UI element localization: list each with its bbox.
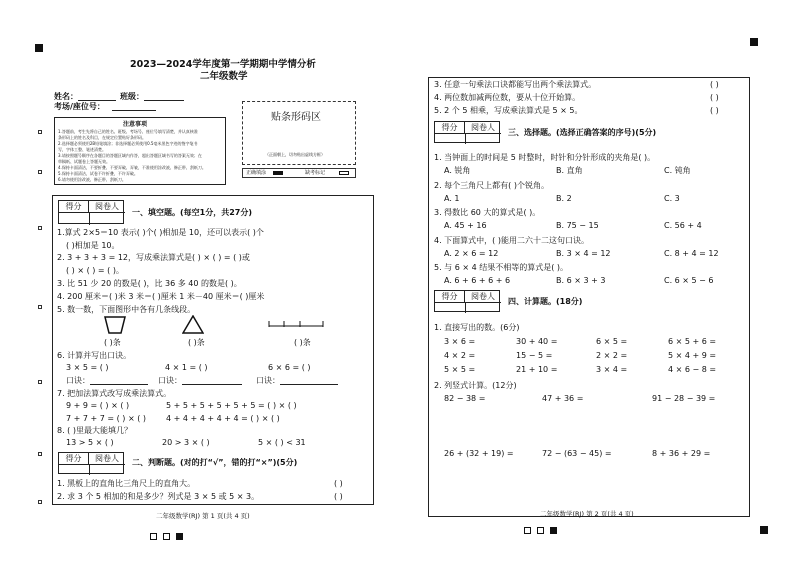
choice-3-option-b[interactable]: B. 75 − 15 (556, 221, 599, 230)
calc-item: 5 × 5 = (444, 365, 476, 374)
page-mark (537, 527, 544, 534)
calc-item: 6 × 5 + 6 = (668, 337, 717, 346)
score-label: 得分 (435, 122, 465, 134)
grader-label: 阅卷人 (465, 122, 501, 134)
choice-1-option-c[interactable]: C. 钝角 (664, 166, 691, 175)
section-4-title: 四、计算题。(18分) (508, 297, 583, 306)
page-mark (524, 527, 531, 534)
section-1-title: 一、填空题。(每空1分，共27分) (132, 208, 253, 217)
choice-5-option-c[interactable]: C. 6 × 5 − 6 (664, 276, 714, 285)
page-mark (163, 533, 170, 540)
calc-item: 21 + 10 = (516, 365, 558, 374)
question-2-line-2: ( ) × ( ) = ( )。 (66, 266, 124, 275)
room-label: 考场/座位号： (54, 102, 105, 111)
alignment-mark-top-right (750, 38, 758, 46)
q6-mnemonic-3: 口诀： (256, 376, 280, 385)
edge-marker (38, 226, 42, 230)
vertical-calc-item: 72 − (63 − 45) = (542, 449, 612, 458)
page-mark (150, 533, 157, 540)
calc-item: 3 × 4 = (596, 365, 628, 374)
judge-3-answer[interactable]: ( ) (710, 80, 719, 89)
page-mark (176, 533, 183, 540)
fill-legend (242, 168, 356, 178)
score-box (58, 452, 124, 474)
calc-item: 4 × 6 − 8 = (668, 365, 717, 374)
choice-5-option-a[interactable]: A. 6 + 6 + 6 + 6 (444, 276, 511, 285)
q5-answer-3: ( )条 (294, 338, 311, 347)
edge-marker (38, 500, 42, 504)
choice-4-option-a[interactable]: A. 2 × 6 = 12 (444, 249, 499, 258)
q7-row2-right: 4 + 4 + 4 + 4 + 4 = ( ) × ( ) (166, 414, 280, 423)
question-1-line-1: 1.算式 2×5＝10 表示( )个( )相加是 10，还可以表示( )个 (57, 228, 264, 237)
choice-3: 3. 得数比 60 大的算式是( )。 (434, 208, 541, 217)
name-field[interactable] (78, 100, 116, 101)
barcode-note: （正面朝上，切勿贴出虚线方框） (265, 152, 325, 157)
name-label: 姓名： (54, 92, 78, 101)
score-label: 得分 (59, 453, 89, 465)
room-field[interactable] (112, 110, 156, 111)
segment-line-figure (268, 318, 324, 328)
notes-box (54, 117, 226, 185)
exam-title: 2023—2024学年度第一学期期中学情分析 (130, 59, 316, 70)
section-2-title: 二、判断题。(对的打“√”，错的打“×”)(5分) (132, 458, 298, 467)
grader-label: 阅卷人 (465, 291, 501, 303)
q6-mnemonic-2: 口诀： (158, 376, 182, 385)
edge-marker (38, 130, 42, 134)
page-mark (550, 527, 557, 534)
missing-mark-box[interactable] (339, 171, 349, 175)
correct-fill-label: 正确填涂 (246, 170, 267, 176)
judge-5-answer[interactable]: ( ) (710, 106, 719, 115)
vertical-calc-item: 26 + (32 + 19) = (444, 449, 514, 458)
notes-line: 草稿纸、试题卷上答题无效。 (58, 159, 110, 164)
q6-expr-1: 3 × 5 = ( ) (66, 363, 109, 372)
triangle-figure (182, 315, 204, 334)
trapezoid-figure (104, 316, 126, 334)
choice-2-option-c[interactable]: C. 3 (664, 194, 680, 203)
notes-line: 条形码上的姓名及科目，在规定位置贴好条形码。 (58, 135, 146, 140)
choice-2: 2. 每个三角尺上都有( )个锐角。 (434, 181, 549, 190)
edge-marker (38, 380, 42, 384)
judge-1-answer[interactable]: ( ) (334, 479, 343, 488)
edge-marker (38, 452, 42, 456)
q5-answer-1: ( )条 (104, 338, 121, 347)
calc-item: 3 × 6 = (444, 337, 476, 346)
calc-1-title: 1. 直接写出的数。(6分) (434, 323, 520, 332)
left-page-footer: 二年级数学(RJ) 第 1 页(共 4 页) (156, 512, 250, 520)
score-box (58, 200, 124, 224)
q6-expr-2: 4 × 1 = ( ) (165, 363, 208, 372)
choice-1-option-a[interactable]: A. 锐角 (444, 166, 471, 175)
choice-3-option-c[interactable]: C. 56 + 4 (664, 221, 702, 230)
calc-item: 2 × 2 = (596, 351, 628, 360)
missing-mark-label: 缺考标记 (305, 170, 326, 176)
q6-mnemonic-3-field[interactable] (280, 384, 338, 385)
grader-label: 阅卷人 (89, 453, 125, 465)
judge-1: 1. 黑板上的直角比三角尺上的直角大。 (57, 479, 196, 488)
class-label: 班级： (120, 92, 144, 101)
choice-2-option-b[interactable]: B. 2 (556, 194, 572, 203)
exam-subtitle: 二年级数学 (200, 71, 248, 82)
correct-fill-sample (273, 171, 283, 175)
section-3-title: 三、选择题。(选择正确答案的序号)(5分) (508, 128, 657, 137)
question-6: 6. 计算并写出口诀。 (57, 351, 132, 360)
notes-line: 2.选择题必须使用2B铅笔填涂；非选择题必须使用0.5毫米黑色字迹的签字笔书 (58, 141, 198, 146)
barcode-area (242, 101, 356, 165)
calc-item: 15 − 5 = (516, 351, 553, 360)
choice-1: 1. 当钟面上的时间是 5 时整时，时针和分针形成的夹角是( )。 (434, 153, 656, 162)
notes-line: 6.请勿使用涂改液、修正带、刮纸刀。 (58, 177, 126, 182)
q8-expr-1: 13 > 5 × ( ) (66, 438, 114, 447)
q5-answer-2: ( )条 (188, 338, 205, 347)
score-divider (465, 303, 466, 313)
alignment-mark-bottom-right (760, 526, 768, 534)
calc-item: 5 × 4 + 9 = (668, 351, 717, 360)
q8-expr-2: 20 > 3 × ( ) (162, 438, 210, 447)
q6-mnemonic-1-field[interactable] (90, 384, 148, 385)
notes-line: 1.答题前，考生先将自己的姓名、班级、考场号、座位号填写清楚，并认真核准 (58, 129, 198, 134)
notes-line: 3.请按照题号顺序在各题目的答题区域内作答，超出答题区域书写的答案无效；在 (58, 153, 202, 158)
judge-4-answer[interactable]: ( ) (710, 93, 719, 102)
judge-3: 3. 任意一句乘法口诀都能写出两个乘法算式。 (434, 80, 597, 89)
question-5: 5. 数一数，下面图形中各有几条线段。 (57, 305, 196, 314)
judge-2: 2. 求 3 个 5 相加的和是多少？列式是 3 × 5 或 5 × 3。 (57, 492, 260, 501)
q7-row1-right: 5 + 5 + 5 + 5 + 5 + 5 = ( ) × ( ) (166, 401, 297, 410)
barcode-label: 贴条形码区 (271, 112, 321, 123)
question-2-line-1: 2. 3 + 3 + 3 = 12，写成乘法算式是( ) × ( ) = ( )或 (57, 253, 250, 262)
vertical-calc-item: 82 − 38 = (444, 394, 486, 403)
choice-2-option-a[interactable]: A. 1 (444, 194, 460, 203)
judge-4: 4. 两位数加减两位数，要从十位开始算。 (434, 93, 581, 102)
score-label: 得分 (59, 201, 89, 213)
notes-line: 5.保持卡面清洁，试卷不许折叠，不许弄破。 (58, 171, 138, 176)
vertical-calc-item: 8 + 36 + 29 = (652, 449, 711, 458)
question-8: 8. ( )里最大能填几？ (57, 426, 132, 435)
right-page-footer: 二年级数学(RJ) 第 2 页(共 4 页) (540, 510, 634, 518)
score-divider (89, 213, 90, 225)
edge-marker (38, 170, 42, 174)
score-label: 得分 (435, 291, 465, 303)
calc-item: 4 × 2 = (444, 351, 476, 360)
edge-marker (38, 305, 42, 309)
grader-label: 阅卷人 (89, 201, 125, 213)
score-box (434, 290, 500, 312)
question-1-line-2: ( )相加是 10。 (66, 241, 120, 250)
q6-mnemonic-2-field[interactable] (182, 384, 242, 385)
q6-mnemonic-1: 口诀： (66, 376, 90, 385)
q8-expr-3: 5 × ( ) < 31 (258, 438, 306, 447)
choice-1-option-b[interactable]: B. 直角 (556, 166, 583, 175)
choice-5-option-b[interactable]: B. 6 × 3 + 3 (556, 276, 606, 285)
score-box (434, 121, 500, 143)
calc-item: 30 + 40 = (516, 337, 558, 346)
q6-expr-3: 6 × 6 = ( ) (268, 363, 311, 372)
calc-item: 6 × 5 = (596, 337, 628, 346)
choice-3-option-a[interactable]: A. 45 + 16 (444, 221, 487, 230)
choice-5: 5. 与 6 × 4 结果不相等的算式是( )。 (434, 263, 569, 272)
question-3: 3. 比 51 少 20 的数是( )，比 36 多 40 的数是( )。 (57, 279, 242, 288)
vertical-calc-item: 91 − 28 − 39 = (652, 394, 716, 403)
q7-row2-left: 7 + 7 + 7 = ( ) × ( ) (66, 414, 146, 423)
vertical-calc-item: 47 + 36 = (542, 394, 584, 403)
q7-row1-left: 9 + 9 = ( ) × ( ) (66, 401, 130, 410)
notes-line: 4.保持卡面清洁，不要折叠、不要弄破、弄皱，不准使用涂改液、修正带、刮纸刀。 (58, 165, 206, 170)
choice-4: 4. 下面算式中，( )能用二六十二这句口诀。 (434, 236, 589, 245)
alignment-mark-top-left (35, 44, 43, 52)
score-divider (465, 134, 466, 144)
judge-5: 5. 2 个 5 相乘，写成乘法算式是 5 × 5。 (434, 106, 583, 115)
choice-4-option-b[interactable]: B. 3 × 4 = 12 (556, 249, 611, 258)
class-field[interactable] (144, 100, 184, 101)
score-divider (89, 465, 90, 475)
calc-2-title: 2. 列竖式计算。(12分) (434, 381, 517, 390)
notes-line: 写，字体工整、笔迹清楚。 (58, 147, 106, 152)
judge-2-answer[interactable]: ( ) (334, 492, 343, 501)
question-4: 4. 200 厘米＝( )米 3 米＝( )厘米 1 米－40 厘米＝( )厘米 (57, 292, 265, 301)
question-7: 7. 把加法算式改写成乘法算式。 (57, 389, 172, 398)
notes-title: 注意事项 (123, 121, 148, 128)
choice-4-option-c[interactable]: C. 8 + 4 = 12 (664, 249, 719, 258)
